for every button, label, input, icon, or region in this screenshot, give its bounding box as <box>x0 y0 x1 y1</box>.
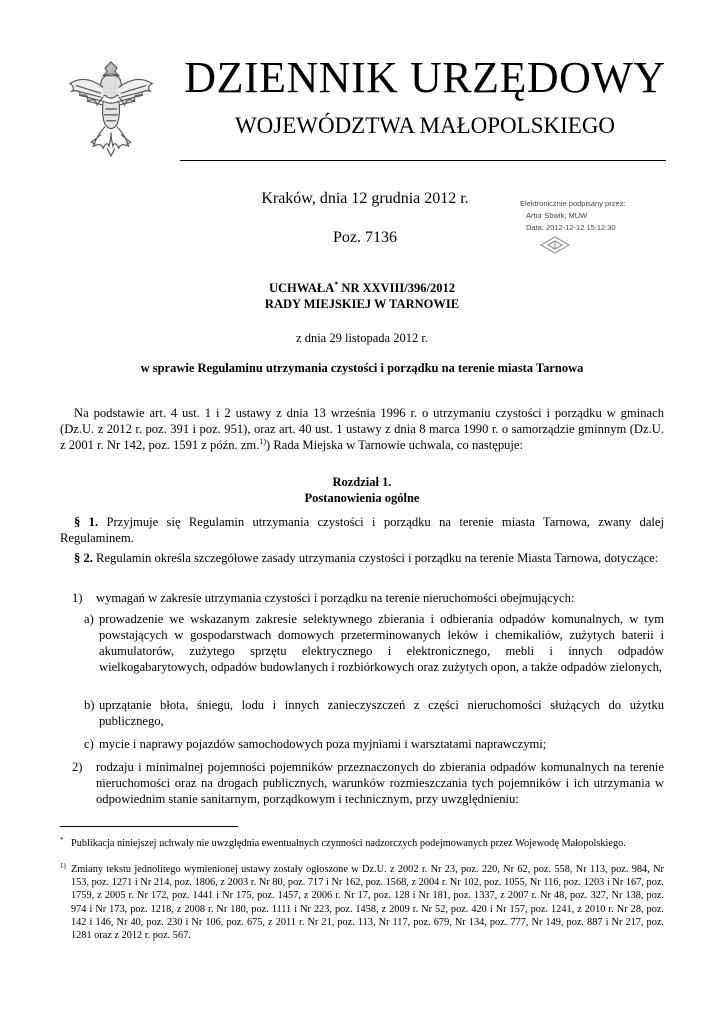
resolution-subject: w sprawie Regulaminu utrzymania czystości i porządku na terenie miasta Tarnowa <box>140 361 584 375</box>
electronic-signature <box>520 198 680 234</box>
journal-title: DZIENNIK URZĘDOWY <box>184 53 666 102</box>
council-name: RADY MIEJSKIEJ W TARNOWIE <box>264 297 460 311</box>
resolution-date: z dnia 29 listopada 2012 r. <box>296 331 428 345</box>
signature-heading: Elektronicznie podpisany przez: <box>520 199 626 208</box>
position-number: Poz. 7136 <box>333 229 397 246</box>
footnote-mark: 1) <box>60 862 66 870</box>
signature-signer: Artur Sbwik; MUW <box>526 211 588 220</box>
footnote <box>60 837 664 850</box>
list-item <box>80 611 664 675</box>
place-and-date: Kraków, dnia 12 grudnia 2012 r. <box>261 190 469 207</box>
list-item-text: wymagań w zakresie utrzymania czystości i porządku na terenie nieruchomości obejmujących: <box>96 591 575 605</box>
list-item <box>60 590 664 606</box>
signature-date: Data: 2012-12-12 15:12:30 <box>526 223 616 232</box>
footnote-text: Zmiany tekstu jednolitego wymienionej ustawy zostały ogłoszone w Dz.U. z 2002 r. Nr 23, poz. 220, Nr 62, poz. 558, Nr 113, poz. 984, Nr 153, poz. 1271 i Nr 214, poz. 1806, z 2003 r. Nr 80, poz. 717 i Nr 162, poz. 1568, z 2004 r. Nr 102, poz. 1055, Nr 116, poz. 1203 i Nr 167, poz. 1759, z 2005 r. Nr 172, poz. 1441 i Nr 175, poz. 1457, z 2006 r. Nr 17, poz. 128 i Nr 181, poz. 1337, z 2007 r. Nr 48, poz. 327, Nr 138, poz. 974 i Nr 173, poz. 1218, z 2008 r. Nr 180, poz. 1111 i Nr 223, poz. 1458, z 2009 r. Nr 52, poz. 420 i Nr 157, poz. 1241, z 2010 r. Nr 28, poz. 142 i 146, Nr 40, poz. 230 i Nr 106, poz. 675, z 2011 r. Nr 21, poz. 113, Nr 117, poz. 679, Nr 134, poz. 777, Nr 149, poz. 887 i Nr 217, poz. 1281 oraz z 2012 r. poz. 567. <box>71 864 664 942</box>
list-item-label: 2) <box>72 760 83 774</box>
footnote <box>60 863 664 942</box>
paragraph-label: § 2. <box>74 551 93 565</box>
list-item <box>60 759 664 807</box>
footnote-divider <box>60 826 238 827</box>
eagle-emblem-icon <box>62 54 160 162</box>
chapter-number: Rozdział 1. <box>332 475 392 489</box>
chapter-heading <box>60 474 664 506</box>
footnote-mark: 1) <box>259 436 267 446</box>
chapter-title: Postanowienia ogólne <box>304 491 420 505</box>
paragraph-2: § 2. Regulamin określa szczegółowe zasady utrzymania czystości i porządku na terenie Miasta Tarnowa, dotyczące: <box>74 551 659 565</box>
list-item <box>80 736 664 752</box>
resolution-title <box>60 280 664 312</box>
list-item-text: prowadzenie we wskazanym zakresie selektywnego zbierania i odbierania odpadów komunalnych, w tym powstających w gospodarstwach domowych przeterminowanych leków i chemikaliów, zużytych baterii i akumulatorów, zużytego sprzętu elektrycznego i elektronicznego, mebli i innych odpadów wielkogabarytowych, odpadów budowlanych i rozbiórkowych oraz zużytych opon, a także odpadów zielonych, <box>99 612 664 674</box>
list-item-text: mycie i naprawy pojazdów samochodowych poza myjniami i warsztatami naprawczymi; <box>99 737 547 751</box>
footnote-mark: * <box>334 279 339 289</box>
list-item-text: rodzaju i minimalnej pojemności pojemników przeznaczonych do zbierania odpadów komunalnych na terenie nieruchomości oraz na drogach publicznych, warunków rozmieszczania tych pojemników i ich utrzymania w odpowiednim stanie sanitarnym, porządkowym i technicznym, przy uwzględnieniu: <box>96 760 664 806</box>
signature-stamp-icon <box>538 234 572 256</box>
footnote-mark: * <box>60 836 64 844</box>
list-item-label: 1) <box>72 591 83 605</box>
list-item-label: b) <box>84 698 95 712</box>
paragraph-1: § 1. Przyjmuje się Regulamin utrzymania czystości i porządku na terenie miasta Tarnowa, zwany dalej Regulaminem. <box>60 515 664 545</box>
journal-subtitle: WOJEWÓDZTWA MAŁOPOLSKIEGO <box>234 113 616 138</box>
list-item-label: a) <box>84 612 94 626</box>
list-item <box>80 697 664 729</box>
list-item-text: uprzątanie błota, śniegu, lodu i innych zanieczyszczeń z części nieruchomości służących do użytku publicznego, <box>99 698 664 728</box>
footnote-text: Publikacja niniejszej uchwały nie uwzględnia ewentualnych czynności nadzorczych podejmowanych przez Wojewodę Małopolskiego. <box>71 838 626 849</box>
legal-basis-paragraph: Na podstawie art. 4 ust. 1 i 2 ustawy z dnia 13 września 1996 r. o utrzymaniu czystości i porządku w gminach (Dz.U. z 2012 r. poz. 391 i poz. 951), oraz art. 40 ust. 1 ustawy z dnia 8 marca 1990 r. o samorządzie gminnym (Dz.U. z 2001 r. Nr 142, poz. 1591 z późn. zm.$^{1)}$) Rada Miejska w Tarnowie uchwala, co następuje: <box>60 406 664 452</box>
resolution-number: UCHWAŁA* NR XXVIII/396/2012 <box>269 279 455 295</box>
list-item-label: c) <box>84 737 94 751</box>
header-divider <box>180 160 666 161</box>
paragraph-label: § 1. <box>74 515 99 529</box>
